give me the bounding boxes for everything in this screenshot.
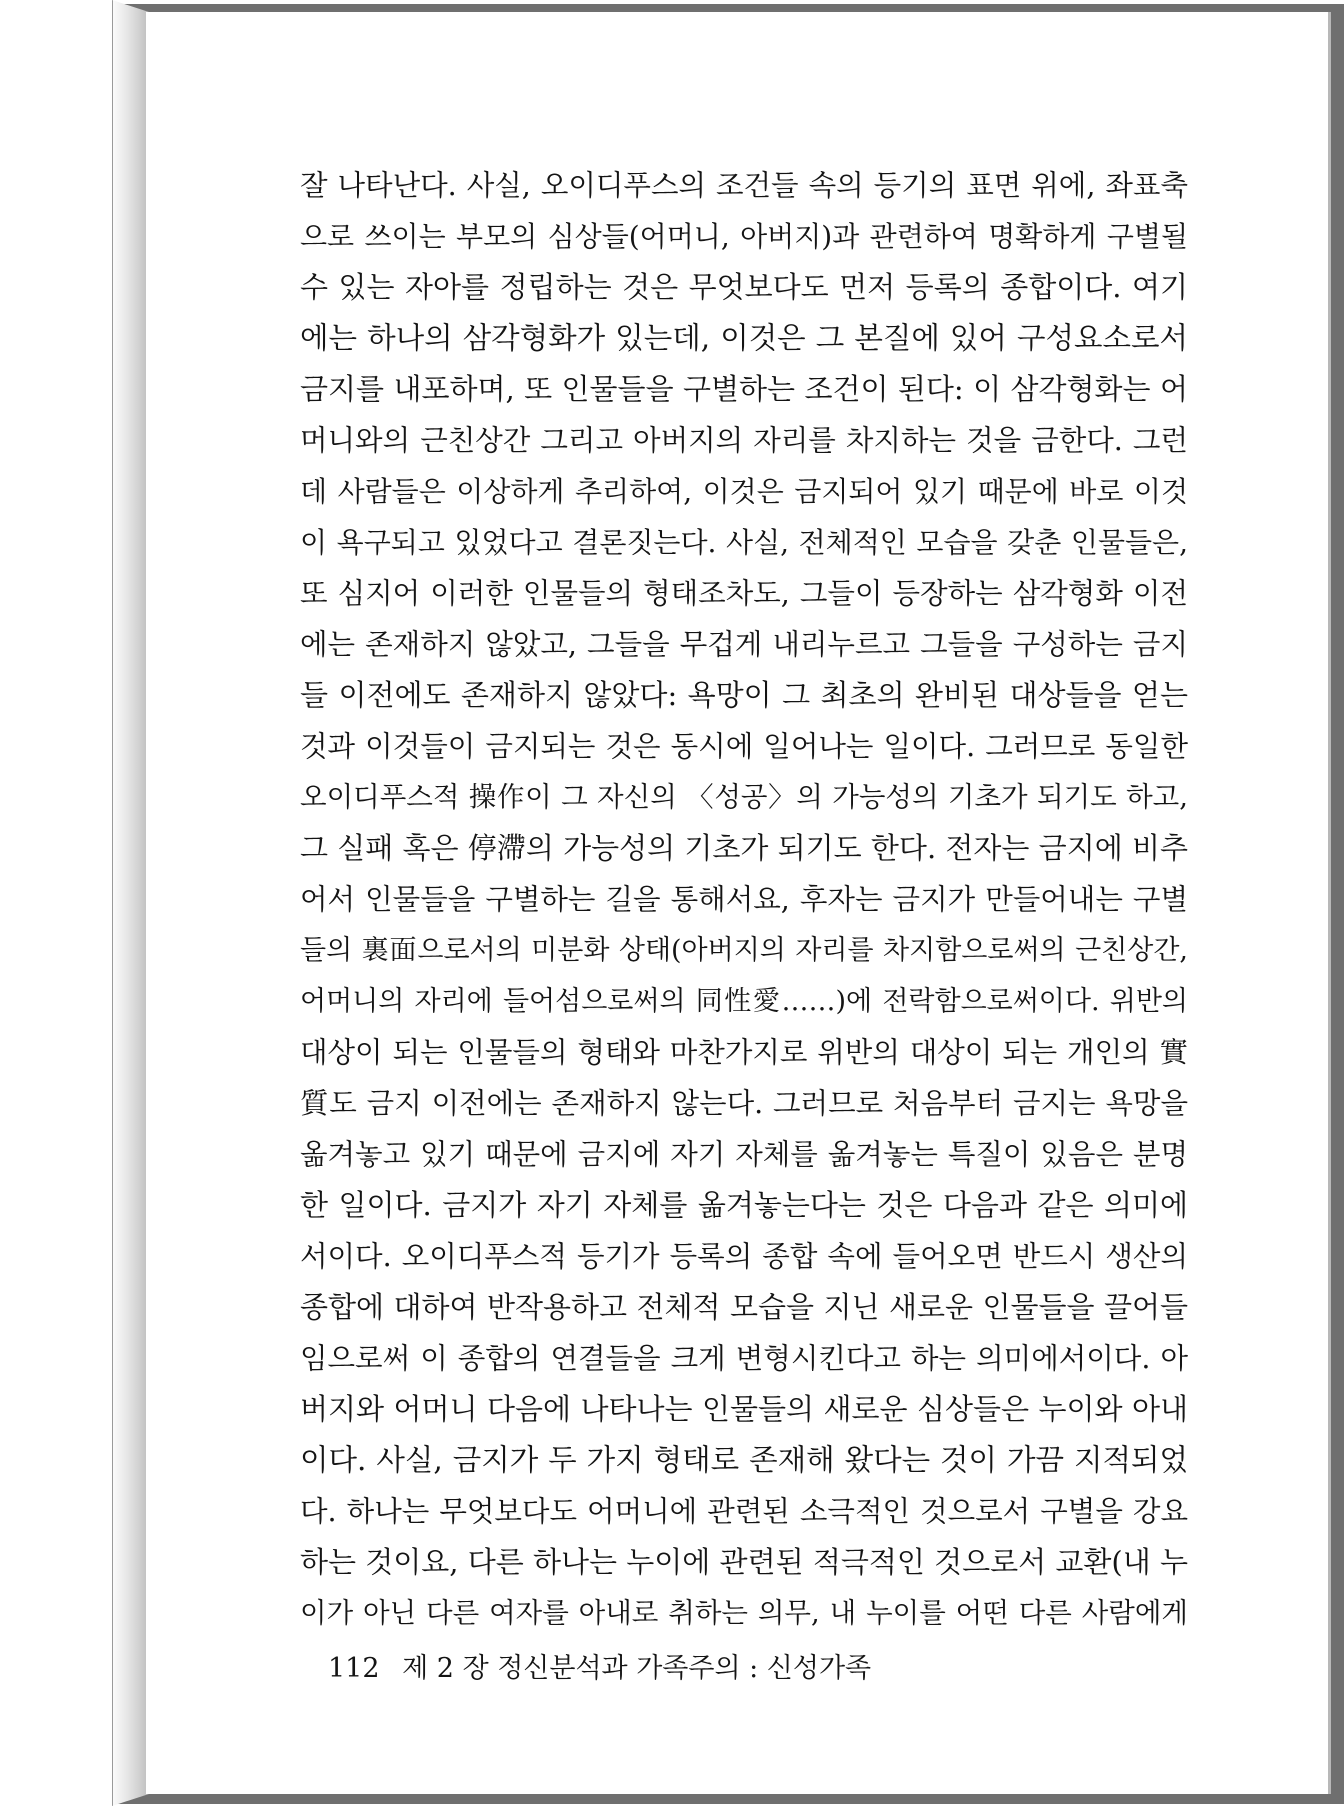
text-line: 머니와의 근친상간 그리고 아버지의 자리를 차지하는 것을 금한다. 그런: [300, 424, 1188, 457]
body-text: [300, 160, 1188, 1639]
page-number: 112: [328, 1653, 380, 1684]
text-line: 이다. 사실, 금지가 두 가지 형태로 존재해 왔다는 것이 가끔 지적되었: [300, 1443, 1188, 1477]
text-line: 이가 아닌 다른 여자를 아내로 취하는 의무, 내 누이를 어떤 다른 사람에게: [300, 1597, 1188, 1629]
running-chapter-title: 제 2 장 정신분석과 가족주의 : 신성가족: [402, 1653, 872, 1684]
page-footer: [328, 1646, 871, 1685]
text-line: 데 사람들은 이상하게 추리하여, 이것은 금지되어 있기 때문에 바로 이것: [300, 475, 1188, 508]
text-line: 어머니의 자리에 들어섬으로써의 同性愛……)에 전락함으로써이다. 위반의: [300, 986, 1188, 1017]
text-line: 들 이전에도 존재하지 않았다: 욕망이 그 최초의 완비된 대상들을 얻는: [300, 678, 1188, 712]
text-line: 하는 것이요, 다른 하나는 누이에 관련된 적극적인 것으로서 교환(내 누: [300, 1545, 1188, 1579]
text-line: 임으로써 이 종합의 연결들을 크게 변형시킨다고 하는 의미에서이다. 아: [300, 1342, 1188, 1375]
text-line: 잘 나타난다. 사실, 오이디푸스의 조건들 속의 등기의 표면 위에, 좌표축: [300, 169, 1188, 202]
text-line: 대상이 되는 인물들의 형태와 마찬가지로 위반의 대상이 되는 개인의 實: [300, 1036, 1188, 1069]
text-line: 어서 인물들을 구별하는 길을 통해서요, 후자는 금지가 만들어내는 구별: [300, 883, 1188, 916]
text-line: 것과 이것들이 금지되는 것은 동시에 일어나는 일이다. 그러므로 동일한: [300, 730, 1188, 763]
text-line: 들의 裏面으로서의 미분화 상태(아버지의 자리를 차지함으로써의 근친상간,: [300, 935, 1188, 966]
text-line: 이 욕구되고 있었다고 결론짓는다. 사실, 전체적인 모습을 갖춘 인물들은,: [300, 526, 1188, 559]
text-line: 으로 쓰이는 부모의 심상들(어머니, 아버지)과 관련하여 명확하게 구별될: [300, 220, 1188, 253]
text-line: 다. 하나는 무엇보다도 어머니에 관련된 소극적인 것으로서 구별을 강요: [300, 1495, 1188, 1528]
text-line: 에는 하나의 삼각형화가 있는데, 이것은 그 본질에 있어 구성요소로서: [300, 321, 1188, 355]
text-line: 종합에 대하여 반작용하고 전체적 모습을 지닌 새로운 인물들을 끌어들: [300, 1290, 1188, 1324]
text-line: 버지와 어머니 다음에 나타나는 인물들의 새로운 심상들은 누이와 아내: [300, 1392, 1188, 1426]
text-line: 금지를 내포하며, 또 인물들을 구별하는 조건이 된다: 이 삼각형화는 어: [300, 372, 1188, 406]
text-line: 또 심지어 이러한 인물들의 형태조차도, 그들이 등장하는 삼각형화 이전: [300, 577, 1188, 610]
text-line: 그 실패 혹은 停滯의 가능성의 기초가 되기도 한다. 전자는 금지에 비추: [300, 831, 1188, 865]
text-line: 質도 금지 이전에는 존재하지 않는다. 그러므로 처음부터 금지는 욕망을: [300, 1087, 1188, 1120]
text-line: 옮겨놓고 있기 때문에 금지에 자기 자체를 옮겨놓는 특질이 있음은 분명: [300, 1138, 1188, 1171]
text-line: 서이다. 오이디푸스적 등기가 등록의 종합 속에 들어오면 반드시 생산의: [300, 1240, 1188, 1273]
text-line: 수 있는 자아를 정립하는 것은 무엇보다도 먼저 등록의 종합이다. 여기: [300, 270, 1188, 304]
book-page: [146, 12, 1331, 1794]
book-spine: [112, 0, 149, 1806]
text-line: 에는 존재하지 않았고, 그들을 무겁게 내리누르고 그들을 구성하는 금지: [300, 628, 1188, 661]
text-line: 오이디푸스적 操作이 그 자신의 〈성공〉의 가능성의 기초가 되기도 하고,: [300, 781, 1188, 813]
text-line: 한 일이다. 금지가 자기 자체를 옮겨놓는다는 것은 다음과 같은 의미에: [300, 1188, 1188, 1222]
